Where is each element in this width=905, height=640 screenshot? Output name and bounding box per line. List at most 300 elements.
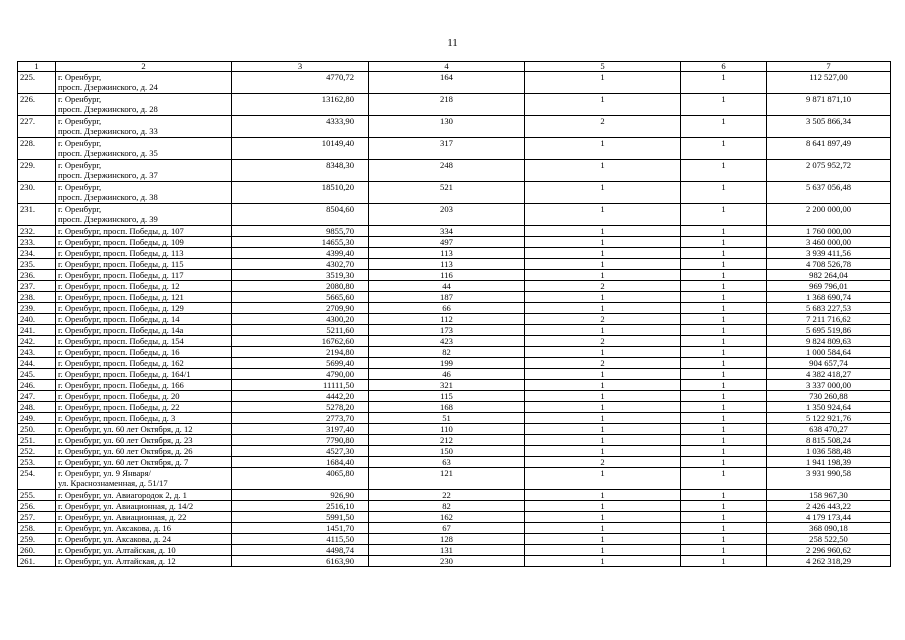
table-row [18,204,891,226]
table-row [18,457,891,468]
cell-area: 5991,50 [232,512,369,523]
cell-amount: 5 122 921,76 [767,413,891,424]
cell-count: 1 [681,336,767,347]
column-header: 7 [767,62,891,72]
table-row [18,347,891,358]
cell-area: 18510,20 [232,182,369,204]
cell-area: 4442,20 [232,391,369,402]
cell-area: 3519,30 [232,270,369,281]
cell-address: г. Оренбург, просп. Дзержинского, д. 37 [56,160,232,182]
cell-residents-count: 334 [369,226,525,237]
cell-amount: 2 200 000,00 [767,204,891,226]
table-row [18,556,891,567]
cell-count: 1 [681,402,767,413]
cell-address: г. Оренбург, просп. Победы, д. 20 [56,391,232,402]
cell-residents-count: 317 [369,138,525,160]
cell-area: 2773,70 [232,413,369,424]
table-row [18,237,891,248]
cell-count: 1 [525,490,681,501]
cell-area: 4770,72 [232,72,369,94]
cell-residents-count: 212 [369,435,525,446]
cell-count: 1 [525,182,681,204]
cell-count: 2 [525,358,681,369]
cell-row-number: 245. [18,369,56,380]
table-row [18,182,891,204]
cell-residents-count: 218 [369,94,525,116]
cell-amount: 5 683 227,53 [767,303,891,314]
cell-residents-count: 521 [369,182,525,204]
cell-row-number: 231. [18,204,56,226]
cell-count: 1 [681,534,767,545]
cell-address: г. Оренбург, ул. 60 лет Октября, д. 23 [56,435,232,446]
cell-count: 1 [525,226,681,237]
cell-address: г. Оренбург, просп. Победы, д. 129 [56,303,232,314]
cell-count: 1 [681,468,767,490]
cell-amount: 3 505 866,34 [767,116,891,138]
cell-count: 1 [525,160,681,182]
cell-count: 1 [525,512,681,523]
cell-count: 1 [681,358,767,369]
cell-count: 1 [525,446,681,457]
cell-residents-count: 497 [369,237,525,248]
cell-row-number: 251. [18,435,56,446]
cell-row-number: 244. [18,358,56,369]
cell-amount: 9 824 809,63 [767,336,891,347]
cell-residents-count: 113 [369,248,525,259]
cell-row-number: 241. [18,325,56,336]
cell-row-number: 252. [18,446,56,457]
table-row [18,468,891,490]
cell-amount: 730 260,88 [767,391,891,402]
cell-count: 1 [681,347,767,358]
cell-count: 1 [681,369,767,380]
cell-count: 1 [681,314,767,325]
column-header: 6 [681,62,767,72]
cell-area: 5211,60 [232,325,369,336]
cell-amount: 9 871 871,10 [767,94,891,116]
cell-residents-count: 199 [369,358,525,369]
cell-address: г. Оренбург, просп. Победы, д. 14а [56,325,232,336]
cell-address: г. Оренбург, просп. Дзержинского, д. 35 [56,138,232,160]
cell-amount: 2 075 952,72 [767,160,891,182]
cell-count: 1 [681,325,767,336]
column-header: 5 [525,62,681,72]
cell-count: 1 [681,226,767,237]
cell-count: 2 [525,314,681,325]
cell-count: 1 [681,138,767,160]
cell-area: 4399,40 [232,248,369,259]
cell-amount: 969 796,01 [767,281,891,292]
cell-residents-count: 113 [369,259,525,270]
cell-residents-count: 66 [369,303,525,314]
cell-amount: 4 708 526,78 [767,259,891,270]
cell-count: 1 [681,281,767,292]
cell-area: 6163,90 [232,556,369,567]
cell-count: 1 [681,270,767,281]
cell-count: 1 [525,292,681,303]
cell-count: 1 [525,380,681,391]
cell-count: 1 [681,556,767,567]
cell-residents-count: 173 [369,325,525,336]
table-row [18,402,891,413]
cell-address: г. Оренбург, просп. Победы, д. 164/1 [56,369,232,380]
cell-area: 8504,60 [232,204,369,226]
cell-count: 1 [525,237,681,248]
cell-area: 9855,70 [232,226,369,237]
cell-area: 11111,50 [232,380,369,391]
cell-amount: 1 350 924,64 [767,402,891,413]
cell-count: 1 [681,237,767,248]
table-row [18,545,891,556]
cell-address: г. Оренбург, ул. 60 лет Октября, д. 26 [56,446,232,457]
table-row [18,72,891,94]
cell-row-number: 229. [18,160,56,182]
column-header: 3 [232,62,369,72]
cell-residents-count: 116 [369,270,525,281]
table-row [18,325,891,336]
cell-count: 1 [525,204,681,226]
cell-row-number: 254. [18,468,56,490]
cell-address: г. Оренбург, просп. Дзержинского, д. 33 [56,116,232,138]
cell-area: 2709,90 [232,303,369,314]
table-row [18,501,891,512]
cell-area: 14655,30 [232,237,369,248]
cell-address: г. Оренбург, просп. Дзержинского, д. 39 [56,204,232,226]
cell-amount: 4 262 318,29 [767,556,891,567]
cell-area: 926,90 [232,490,369,501]
cell-row-number: 255. [18,490,56,501]
cell-address: г. Оренбург, ул. Авиационная, д. 14/2 [56,501,232,512]
cell-count: 1 [681,523,767,534]
cell-address: г. Оренбург, просп. Победы, д. 109 [56,237,232,248]
cell-row-number: 249. [18,413,56,424]
cell-count: 1 [681,512,767,523]
cell-area: 2516,10 [232,501,369,512]
cell-address: г. Оренбург, просп. Победы, д. 3 [56,413,232,424]
table-row [18,281,891,292]
cell-row-number: 237. [18,281,56,292]
cell-row-number: 232. [18,226,56,237]
table-row [18,380,891,391]
cell-row-number: 226. [18,94,56,116]
cell-area: 13162,80 [232,94,369,116]
cell-count: 1 [525,523,681,534]
cell-area: 4333,90 [232,116,369,138]
cell-amount: 3 460 000,00 [767,237,891,248]
cell-amount: 8 815 508,24 [767,435,891,446]
cell-count: 1 [681,413,767,424]
cell-area: 16762,60 [232,336,369,347]
cell-residents-count: 130 [369,116,525,138]
cell-address: г. Оренбург, просп. Победы, д. 115 [56,259,232,270]
cell-address: г. Оренбург, просп. Дзержинского, д. 38 [56,182,232,204]
cell-area: 5699,40 [232,358,369,369]
cell-count: 1 [681,446,767,457]
cell-area: 5665,60 [232,292,369,303]
cell-residents-count: 63 [369,457,525,468]
cell-row-number: 236. [18,270,56,281]
cell-count: 1 [525,303,681,314]
cell-row-number: 227. [18,116,56,138]
table-row [18,490,891,501]
cell-address: г. Оренбург, просп. Победы, д. 16 [56,347,232,358]
cell-address: г. Оренбург, просп. Победы, д. 14 [56,314,232,325]
column-header: 2 [56,62,232,72]
cell-amount: 2 426 443,22 [767,501,891,512]
table-row [18,369,891,380]
cell-residents-count: 46 [369,369,525,380]
cell-area: 4790,00 [232,369,369,380]
housing-register-table [17,61,891,567]
cell-residents-count: 82 [369,347,525,358]
cell-count: 1 [681,72,767,94]
cell-address: г. Оренбург, ул. Авиагородок 2, д. 1 [56,490,232,501]
cell-area: 4300,20 [232,314,369,325]
cell-count: 1 [681,303,767,314]
cell-residents-count: 187 [369,292,525,303]
cell-row-number: 235. [18,259,56,270]
cell-address: г. Оренбург, просп. Победы, д. 154 [56,336,232,347]
cell-address: г. Оренбург, просп. Победы, д. 162 [56,358,232,369]
cell-amount: 1 941 198,39 [767,457,891,468]
cell-count: 1 [525,259,681,270]
cell-residents-count: 115 [369,391,525,402]
cell-residents-count: 150 [369,446,525,457]
cell-address: г. Оренбург, ул. Авиационная, д. 22 [56,512,232,523]
cell-amount: 2 296 960,62 [767,545,891,556]
table-row [18,94,891,116]
cell-area: 10149,40 [232,138,369,160]
cell-residents-count: 110 [369,424,525,435]
cell-amount: 3 337 000,00 [767,380,891,391]
table-row [18,270,891,281]
column-header: 4 [369,62,525,72]
cell-area: 1451,70 [232,523,369,534]
cell-row-number: 243. [18,347,56,358]
page-number: 11 [447,37,458,49]
cell-count: 1 [681,248,767,259]
cell-row-number: 259. [18,534,56,545]
cell-area: 2080,80 [232,281,369,292]
cell-area: 2194,80 [232,347,369,358]
cell-count: 1 [681,380,767,391]
cell-amount: 7 211 716,62 [767,314,891,325]
table-row [18,138,891,160]
cell-count: 1 [681,490,767,501]
table-row [18,336,891,347]
cell-amount: 3 931 990,58 [767,468,891,490]
cell-count: 1 [525,468,681,490]
cell-address: г. Оренбург, ул. Аксакова, д. 16 [56,523,232,534]
cell-address: г. Оренбург, ул. Аксакова, д. 24 [56,534,232,545]
cell-count: 1 [681,391,767,402]
cell-residents-count: 121 [369,468,525,490]
cell-count: 1 [681,182,767,204]
cell-residents-count: 22 [369,490,525,501]
cell-address: г. Оренбург, просп. Победы, д. 121 [56,292,232,303]
table-row [18,226,891,237]
column-header: 1 [18,62,56,72]
table-row [18,512,891,523]
table-row [18,413,891,424]
cell-row-number: 230. [18,182,56,204]
table-row [18,534,891,545]
cell-address: г. Оренбург, просп. Победы, д. 166 [56,380,232,391]
cell-area: 4498,74 [232,545,369,556]
cell-amount: 4 179 173,44 [767,512,891,523]
cell-count: 2 [525,281,681,292]
cell-count: 1 [525,413,681,424]
table-row [18,116,891,138]
table-row [18,292,891,303]
cell-area: 1684,40 [232,457,369,468]
cell-area: 7790,80 [232,435,369,446]
cell-area: 4115,50 [232,534,369,545]
table-row [18,446,891,457]
cell-row-number: 228. [18,138,56,160]
cell-amount: 904 657,74 [767,358,891,369]
table-row [18,248,891,259]
cell-row-number: 247. [18,391,56,402]
cell-count: 2 [525,457,681,468]
cell-residents-count: 203 [369,204,525,226]
cell-area: 8348,30 [232,160,369,182]
cell-count: 1 [681,292,767,303]
cell-residents-count: 131 [369,545,525,556]
cell-residents-count: 162 [369,512,525,523]
cell-count: 1 [525,556,681,567]
cell-count: 1 [525,501,681,512]
cell-count: 1 [525,391,681,402]
cell-count: 1 [681,501,767,512]
cell-count: 1 [525,270,681,281]
cell-count: 1 [681,424,767,435]
cell-row-number: 256. [18,501,56,512]
cell-count: 1 [525,424,681,435]
cell-amount: 5 695 519,86 [767,325,891,336]
table-row [18,160,891,182]
cell-count: 1 [525,545,681,556]
cell-amount: 258 522,50 [767,534,891,545]
cell-count: 1 [525,402,681,413]
cell-count: 1 [525,347,681,358]
cell-row-number: 260. [18,545,56,556]
cell-count: 1 [681,259,767,270]
cell-address: г. Оренбург, ул. 60 лет Октября, д. 7 [56,457,232,468]
cell-residents-count: 248 [369,160,525,182]
cell-amount: 3 939 411,56 [767,248,891,259]
cell-row-number: 234. [18,248,56,259]
cell-amount: 1 036 588,48 [767,446,891,457]
cell-address: г. Оренбург, просп. Победы, д. 22 [56,402,232,413]
cell-residents-count: 82 [369,501,525,512]
cell-address: г. Оренбург, просп. Победы, д. 107 [56,226,232,237]
cell-count: 1 [525,534,681,545]
cell-residents-count: 128 [369,534,525,545]
table-row [18,435,891,446]
cell-address: г. Оренбург, просп. Дзержинского, д. 28 [56,94,232,116]
cell-amount: 112 527,00 [767,72,891,94]
cell-residents-count: 44 [369,281,525,292]
cell-row-number: 242. [18,336,56,347]
cell-address: г. Оренбург, просп. Победы, д. 117 [56,270,232,281]
cell-row-number: 225. [18,72,56,94]
cell-row-number: 250. [18,424,56,435]
table-row [18,314,891,325]
cell-amount: 1 000 584,64 [767,347,891,358]
cell-count: 1 [525,94,681,116]
cell-row-number: 261. [18,556,56,567]
cell-count: 1 [525,435,681,446]
cell-count: 1 [681,160,767,182]
cell-count: 1 [681,435,767,446]
cell-row-number: 239. [18,303,56,314]
cell-residents-count: 112 [369,314,525,325]
cell-residents-count: 423 [369,336,525,347]
cell-address: г. Оренбург, просп. Победы, д. 113 [56,248,232,259]
cell-count: 1 [525,72,681,94]
cell-address: г. Оренбург, ул. 9 Января/ ул. Краснознаменная, д. 51/17 [56,468,232,490]
cell-area: 4527,30 [232,446,369,457]
cell-row-number: 248. [18,402,56,413]
cell-count: 1 [681,116,767,138]
table-row [18,424,891,435]
cell-amount: 4 382 418,27 [767,369,891,380]
cell-address: г. Оренбург, ул. Алтайская, д. 10 [56,545,232,556]
cell-count: 2 [525,116,681,138]
cell-count: 1 [681,94,767,116]
cell-amount: 8 641 897,49 [767,138,891,160]
cell-amount: 982 264,04 [767,270,891,281]
cell-count: 1 [525,325,681,336]
cell-row-number: 240. [18,314,56,325]
cell-amount: 638 470,27 [767,424,891,435]
cell-residents-count: 168 [369,402,525,413]
cell-residents-count: 230 [369,556,525,567]
cell-area: 4065,80 [232,468,369,490]
cell-row-number: 257. [18,512,56,523]
cell-residents-count: 67 [369,523,525,534]
cell-area: 5278,20 [232,402,369,413]
cell-count: 1 [681,457,767,468]
cell-residents-count: 164 [369,72,525,94]
cell-address: г. Оренбург, ул. 60 лет Октября, д. 12 [56,424,232,435]
cell-area: 3197,40 [232,424,369,435]
table-row [18,391,891,402]
cell-amount: 158 967,30 [767,490,891,501]
cell-residents-count: 51 [369,413,525,424]
cell-count: 1 [681,545,767,556]
cell-address: г. Оренбург, ул. Алтайская, д. 12 [56,556,232,567]
cell-count: 1 [525,369,681,380]
cell-row-number: 258. [18,523,56,534]
cell-residents-count: 321 [369,380,525,391]
cell-row-number: 233. [18,237,56,248]
cell-address: г. Оренбург, просп. Дзержинского, д. 24 [56,72,232,94]
cell-row-number: 246. [18,380,56,391]
cell-row-number: 238. [18,292,56,303]
table-row [18,358,891,369]
cell-address: г. Оренбург, просп. Победы, д. 12 [56,281,232,292]
cell-area: 4302,70 [232,259,369,270]
cell-count: 1 [525,138,681,160]
cell-count: 1 [681,204,767,226]
cell-row-number: 253. [18,457,56,468]
table-row [18,259,891,270]
table-row [18,523,891,534]
cell-amount: 368 090,18 [767,523,891,534]
cell-amount: 1 368 690,74 [767,292,891,303]
